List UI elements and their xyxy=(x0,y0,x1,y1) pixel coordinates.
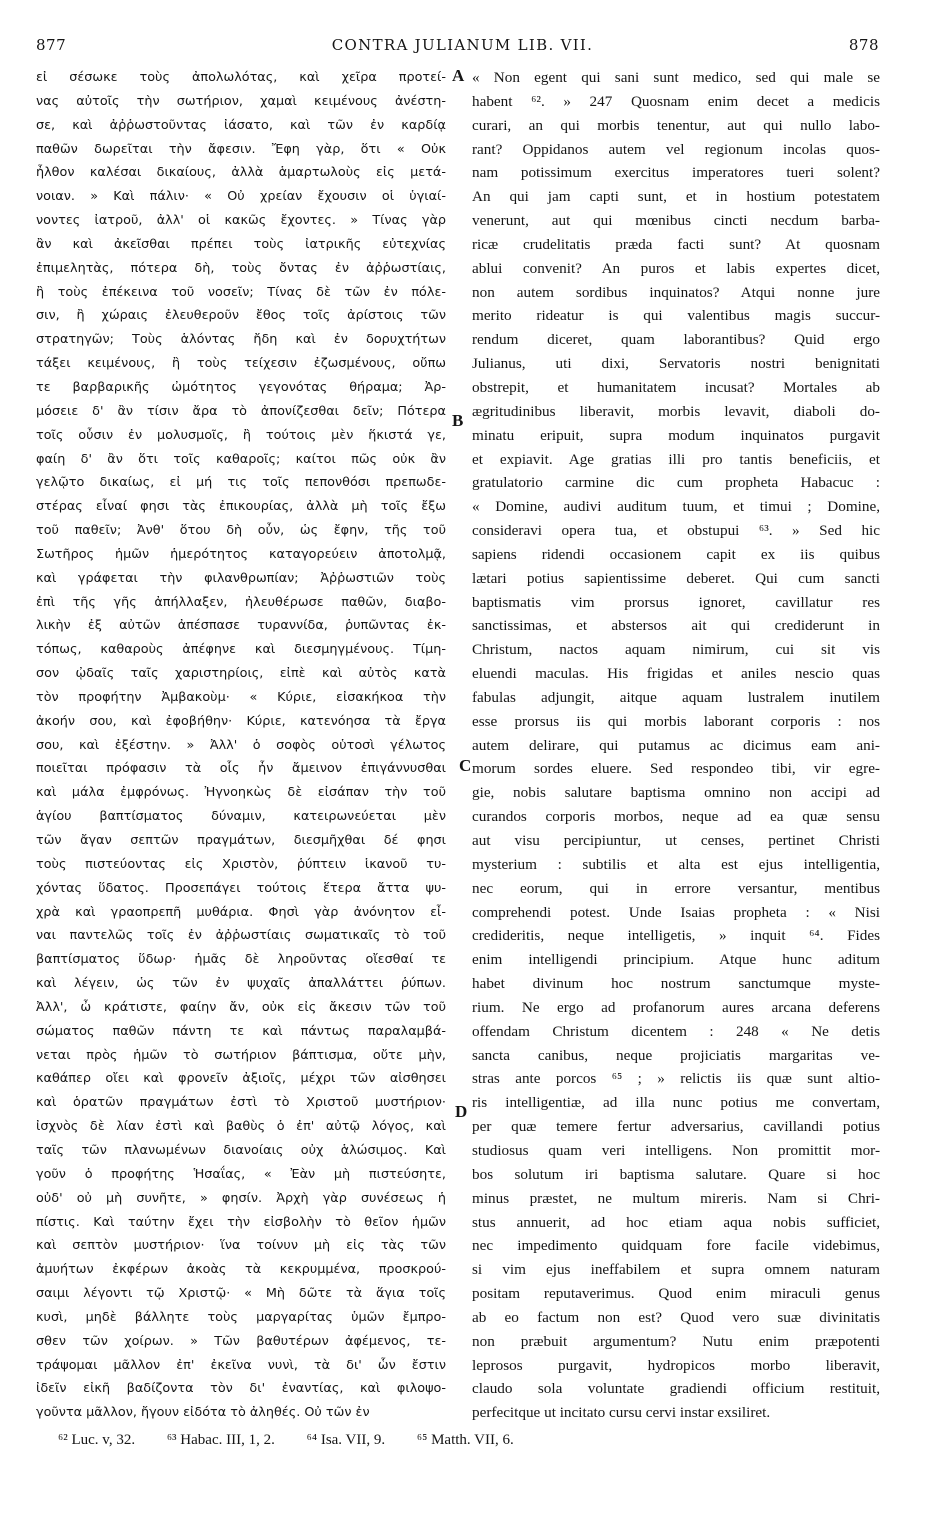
latin-text-line: merito rideatur is qui valentibus magis succur- xyxy=(472,307,880,325)
greek-text-line: καθάπερ οἴει καὶ φρονεῖν ἀξιοῖς, μέχρι τῶν αἰσθησει xyxy=(36,1071,446,1087)
latin-text-line: stras ante porcos ⁶⁵ ; » relictis iis quæ sunt altio- xyxy=(472,1070,880,1088)
greek-text-line: λικὴν ἐξ αὐτῶν ἀπέσπασε τυραννίδα, ῥυπῶντας ἐκ- xyxy=(36,618,446,634)
margin-marker-c: C xyxy=(459,756,472,775)
greek-text-line: νοιαν. » Καὶ πάλιν· « Οὐ χρείαν ἔχουσιν οἱ ὑγιαί- xyxy=(36,189,446,205)
latin-text-line: minatu eripuit, supra modum inquinatos purgavit xyxy=(472,426,880,444)
greek-text-line: σιν, ἢ χώραις ἐλευθεροῦν ἔθος τοῖς ἀρίστοις τῶν xyxy=(36,308,446,324)
greek-text-line: Σωτῆρος ἡμῶν ἡμερότητος καταγορεύειν ἀποτολμᾷ, xyxy=(36,546,446,562)
margin-marker-b: B xyxy=(452,411,464,430)
latin-text-line: bos solutum iri baptisma salutare. Quare si hoc xyxy=(472,1165,880,1183)
left-page-number: 877 xyxy=(36,36,67,54)
latin-text-line: gie, nobis salutare baptisma omnino non accipi ad xyxy=(472,784,880,802)
latin-text-line: studiosus quam veri intelligens. Non promittit mor- xyxy=(472,1141,880,1159)
latin-text-line: perfecitque ut incitato cursu cervi instar exsiliret. xyxy=(472,1404,771,1422)
latin-text-line: morum sordes eluere. Sed respondeo tibi, vir egre- xyxy=(472,760,880,778)
greek-text-line: ἁγίου βαπτίσματος δύναμιν, κατειρωνεύεται μὲν xyxy=(36,809,446,825)
greek-text-line: σαιμι λέγοντι τῷ Χριστῷ· « Μὴ δῶτε τὰ ἅγια τοῖς xyxy=(36,1286,446,1302)
latin-text-line: et expiavit. Age gratias illi pro tantis beneficiis, et xyxy=(472,450,880,468)
latin-text-line: Christum, nactos aquam nimirum, cui sit vis xyxy=(472,641,880,659)
greek-text-line: καὶ σεπτὸν μυστήριον· ἵνα τοίνυν μὴ εἰς τὰς τῶν xyxy=(36,1238,446,1254)
latin-text-line: autem delirare, qui putamus ac dicimus eam ani- xyxy=(472,736,880,754)
latin-text-line: ab eo factum non est? Quod vero suæ divinitatis xyxy=(472,1308,880,1326)
latin-text-line: positam reputaverimus. Quod enim miraculi genus xyxy=(472,1285,880,1303)
greek-text-line: χρὰ καὶ γραοπρεπῆ μυθάρια. Φησὶ γὰρ ἀνόνητον εἶ- xyxy=(36,904,446,920)
greek-text-line: γοῦντα μᾶλλον, ἤγουν εἰδότα τὸ ἀληθές. Οὐ τῶν ἐν xyxy=(36,1405,370,1421)
greek-text-line: σώματος παθῶν πάντη τε καὶ πάντως παραλαμβά- xyxy=(36,1023,446,1039)
greek-text-line: Ἀλλ', ὦ κράτιστε, φαίην ἄν, οὐκ εἰς ἄκεσιν τῶν τοῦ xyxy=(36,999,446,1015)
latin-text-line: curandos corporis morbos, neque ad ea quæ sensu xyxy=(472,808,880,826)
latin-text-line: nec eorum, qui in errore versantur, mentibus xyxy=(472,879,880,897)
greek-text-line: σον ᾠδαῖς ταῖς χαριστηρίοις, εἰπὲ καὶ αὐτὸς κατὰ xyxy=(36,666,446,682)
latin-text-line: An qui jam capti sunt, et in hostium potestatem xyxy=(472,188,880,206)
greek-text-line: σε, καὶ ἀῤῥωστοῦντας ἰάσατο, καὶ τῶν ἐν καρδίᾳ xyxy=(36,117,446,133)
latin-text-line: aut visu percipiuntur, ut censes, pertinet Christi xyxy=(472,832,880,849)
greek-text-line: πίστις. Καὶ ταύτην ἔχει τὴν εἰσβολὴν τὸ θεῖον ἡμῶν xyxy=(36,1214,446,1230)
latin-text-line: curari, an qui morbis tenentur, aut qui nullo labo- xyxy=(472,116,880,134)
greek-text-line: καὶ λέγειν, ὡς τῶν ἐν ψυχαῖς ἀπαλλάττει ῥύπων. xyxy=(36,976,446,992)
right-page-number: 878 xyxy=(848,36,879,54)
greek-text-line: νεται πρὸς ἡμῶν τὸ σωτήριον βάπτισμα, οὔτε μὴν, xyxy=(36,1047,446,1063)
greek-text-line: τόπως, καθαροὺς ἀπέφηνε καὶ διεσμηγμένους. Τίμη- xyxy=(36,642,446,658)
margin-marker-a: A xyxy=(452,66,465,85)
latin-text-line: offendam Christum dicentem : 248 « Ne detis xyxy=(472,1022,880,1040)
latin-text-line: ablui convenit? An puros et labis expertes dicet, xyxy=(472,259,880,277)
greek-text-line: τε βαρβαρικῆς ὠμότητος γεγονότας θήραμα; Ἀρ- xyxy=(36,379,446,395)
footnotes xyxy=(58,1432,888,1449)
latin-text-line: sancta canibus, neque projiciatis margaritas ve- xyxy=(472,1046,880,1064)
greek-text-line: φαίη δ' ἂν ὅτι τοῖς καθαροῖς; καίτοι πῶς οὐκ ἂν xyxy=(36,451,446,467)
footnote: ⁶⁴ Isa. VII, 9. xyxy=(306,1432,386,1448)
greek-text-line: καὶ μάλα ἐμφρόνως. Ἠγνοηκὼς δὲ εἰσάπαν τὴν τοῦ xyxy=(36,785,446,801)
latin-text-line: « Domine, audivi auditum tuum, et timui ; Domine, xyxy=(472,498,880,516)
latin-text-line: enim intelligendi principium. Atque hunc aditum xyxy=(472,951,880,969)
greek-text-column xyxy=(36,66,446,1425)
greek-text-line: εἰ σέσωκε τοὺς ἀπολωλότας, καὶ χεῖρα προτεί- xyxy=(36,70,446,85)
latin-text-line: lætari potius sapientissime deberet. Qui cum sancti xyxy=(472,569,880,587)
greek-text-line: κυσὶ, μηδὲ βάλλητε τοὺς μαργαρίτας ὑμῶν ἔμπρο- xyxy=(36,1309,446,1325)
latin-text-line: gratulatorio carmine dic cum propheta Habacuc : xyxy=(472,474,880,492)
latin-text-line: mysterium : subtilis et alta est ejus intelligentia, xyxy=(472,855,880,873)
latin-text-line: « Non egent qui sani sunt medico, sed qui male se xyxy=(472,69,880,86)
latin-text-line: rium. Ne ergo ad profanorum aures arcana deferens xyxy=(472,998,880,1016)
latin-text-line: Julianus, uti dixi, Servatoris nostri benignitati xyxy=(472,355,880,373)
footnote: ⁶³ Habac. III, 1, 2. xyxy=(166,1432,275,1448)
running-title: CONTRA JULIANUM LIB. VII. xyxy=(331,36,594,54)
greek-text-line: βαπτίσματος ὕδωρ· ἡμᾶς δὲ ληροῦντας οἴεσθαί τε xyxy=(36,952,446,968)
greek-text-line: ἐπὶ τῆς γῆς ἀπήλλαξεν, ἠλευθέρωσε παθῶν, διαβο- xyxy=(36,594,446,610)
greek-text-line: τάξει κειμένους, ἢ τοὺς τείχεσιν ἐζωσμένους, οὔπω xyxy=(36,356,446,372)
greek-text-line: τῶν ἄγαν σεπτῶν πραγμάτων, διεσμῆχθαι δέ φησι xyxy=(36,833,446,848)
latin-text-line: fabulas adjungit, aitque aquam lustralem inutilem xyxy=(472,688,880,706)
latin-text-line: habet divinum hoc nostrum sanctumque myste- xyxy=(472,975,880,993)
greek-text-line: νοντες ἰατροῦ, ἀλλ' οἱ κακῶς ἔχοντες. » Τίνας γὰρ xyxy=(36,213,446,229)
latin-text-line: sanctissimas, et abstersos ait qui crediderunt in xyxy=(472,617,880,635)
greek-text-line: τοῦ παθεῖν; Ἀνθ' ὅτου δὴ οὖν, ὡς ἔφην, τῆς τοῦ xyxy=(36,523,446,539)
greek-text-line: ποιεῖται πρόφασιν τὰ οἷς ἦν ἄμεινον ἐπιγάννυσθαι xyxy=(36,761,446,777)
greek-text-line: ταῖς τῶν πλανωμένων διανοίαις οὐχ ἁλώσιμος. Καὶ xyxy=(36,1142,446,1158)
latin-text-line: obstrepit, et humanitatem incusat? Mortales ab xyxy=(472,378,880,396)
greek-text-line: γοῦν ὁ προφήτης Ἡσαΐας, « Ἐὰν μὴ πιστεύσητε, xyxy=(36,1166,446,1182)
greek-text-line: ἐπιμελητὰς, πότερα δὴ, τοὺς ὄντας ἐν ἀῤῥωστίαις, xyxy=(36,260,446,276)
latin-text-line: credideritis, neque intelligetis, » inquit ⁶⁴. Fides xyxy=(472,927,880,945)
page-header xyxy=(0,36,925,58)
greek-text-line: τοὺς πιστεύοντας εἰς Χριστὸν, ῥύπτειν ἱκανοῦ τυ- xyxy=(36,856,446,872)
footnote: ⁶² Luc. v, 32. xyxy=(58,1432,136,1448)
latin-text-line: venerunt, aut qui mœnibus cincti necdum barba- xyxy=(472,212,880,230)
greek-text-line: καὶ γράφεται τὴν φιλανθρωπίαν; Ἀῤῥωστιῶν τοὺς xyxy=(36,570,446,586)
latin-text-line: baptismatis vim prorsus ignoret, cavillatur res xyxy=(472,593,880,611)
greek-text-line: στέρας εἶναί φησι τὰς ἐπικουρίας, ἀλλὰ μὴ τοῖς ἔξω xyxy=(36,499,446,515)
greek-text-line: σου, καὶ ἐξέστην. » Ἀλλ' ὁ σοφὸς οὑτοσὶ γέλωτος xyxy=(36,737,446,753)
latin-text-line: comprehendi potest. Unde Isaias propheta : « Nisi xyxy=(472,903,880,921)
latin-text-line: nec impedimento quidquam fore facile videbimus, xyxy=(472,1237,880,1255)
latin-text-line: stus annuerit, ad hoc etiam aqua nobis sufficiet, xyxy=(472,1213,880,1231)
margin-marker-d: D xyxy=(455,1102,468,1121)
latin-text-line: nam potissimum exercitus imperatores tueri solent? xyxy=(472,164,880,182)
greek-text-line: στρατηγῶν; Τοὺς ἁλόντας ἤδη καὶ ἐν δορυχτήτων xyxy=(36,332,446,348)
latin-text-line: rendum diceret, quam laborantibus? Quid ergo xyxy=(472,331,880,349)
greek-text-line: γελῷτο δικαίως, εἰ μή τις τοῖς πεπονθόσι πρεπωδε- xyxy=(36,475,446,491)
greek-text-line: τοῖς οὖσιν ἐν μολυσμοῖς, ἢ τούτοις μὲν ἥκιστά γε, xyxy=(36,427,446,443)
latin-text-line: ricæ crudelitatis præda facti sunt? At quosnam xyxy=(472,235,880,253)
greek-text-line: ναι παντελῶς τοῖς ἐν ἀῤῥωστίαις σωματικαῖς τὸ τοῦ xyxy=(36,928,446,944)
latin-text-line: claudo sola voluntate gradiendi officium restituit, xyxy=(472,1380,880,1398)
greek-text-line: ἀμυήτων ἐκφέρων ἀκοὰς τὰ κεκρυμμένα, προσκρού- xyxy=(36,1262,446,1278)
greek-text-line: καὶ ὁρατῶν πραγμάτων ἐστὶ τὸ Χριστοῦ μυστήριον· xyxy=(36,1095,446,1111)
latin-text-line: si vim ejus ineffabilem et supra omnem naturam xyxy=(472,1261,880,1279)
latin-text-line: ægritudinibus liberavit, morbis levavit, diaboli do- xyxy=(472,402,880,420)
greek-text-line: παθῶν δωρεῖται τὴν ἄφεσιν. Ἔφη γὰρ, ὅτι « Οὐκ xyxy=(36,141,446,157)
greek-text-line: τὸν προφήτην Ἀμβακοὺμ· « Κύριε, εἰσακήκοα τὴν xyxy=(36,689,446,705)
greek-text-line: ἰσχνὸς δὲ λίαν ἐστὶ καὶ βαθὺς ὁ ἐπ' αὐτῷ λόγος, καὶ xyxy=(36,1119,446,1135)
latin-text-line: ris intelligentiæ, ad illa nunc potius me convertam, xyxy=(472,1094,880,1112)
greek-text-line: νας αὐτοῖς τὴν σωτήριον, χαμαὶ κειμένους ἀνέστη- xyxy=(36,93,446,109)
latin-text-line: rant? Oppidanos autem vel regionum incolas quos- xyxy=(472,140,880,158)
greek-text-line: μόσειε δ' ἂν τίσιν ἄρα τὸ ἀπονίζεσθαι δεῖν; Πότερα xyxy=(36,403,446,419)
greek-text-line: τράψομαι μᾶλλον ἐπ' ἐκεῖνα νυνὶ, τὰ δι' ὧν ἔστιν xyxy=(36,1357,446,1373)
latin-text-line: non præbuit argumentum? Nutu enim præpotenti xyxy=(472,1332,880,1350)
greek-text-line: ἦλθον καλέσαι δικαίους, ἀλλὰ ἁμαρτωλοὺς εἰς μετά- xyxy=(36,165,446,181)
latin-text-line: leprosos purgavit, hydropicos morbo liberavit, xyxy=(472,1356,880,1374)
latin-text-line: eluendi maculas. His frigidas et aniles nescio quas xyxy=(472,665,880,683)
greek-text-line: χόντας ὕδατος. Προσεπάγει τούτοις ἕτερα ἄττα ψυ- xyxy=(36,880,446,896)
latin-text-line: non autem sordibus inquinatos? Atqui nonne jure xyxy=(472,283,880,301)
latin-text-line: esse prorsus iis qui morbis laborant corporis : nos xyxy=(472,712,880,730)
latin-text-line: sapiens ridendi occasionem capit ex iis quibus xyxy=(472,545,880,563)
latin-text-line: consideravi opera tua, et obstupui ⁶³. » Sed hic xyxy=(472,522,880,540)
latin-text-line: per quæ temere fertur adversarius, cavillandi potius xyxy=(472,1118,880,1136)
greek-text-line: ἂν καὶ ἀκεῖσθαι πρέπει τοὺς ἰατρικῆς εὐτεχνίας xyxy=(36,236,446,252)
latin-text-line: minus præstet, ne multum mireris. Nam si Chri- xyxy=(472,1189,880,1207)
latin-text-line: habent ⁶². » 247 Quosnam enim decet a medicis xyxy=(472,92,880,110)
greek-text-line: ἢ τοὺς ἐπέκεινα τοῦ νοσεῖν; Τίνας δὲ τῶν ἐν πόλε- xyxy=(36,284,446,300)
greek-text-line: οὐδ' οὐ μὴ συνῆτε, » φησίν. Ἀρχὴ γὰρ συνέσεως ἡ xyxy=(36,1190,446,1206)
footnote: ⁶⁵ Matth. VII, 6. xyxy=(416,1432,514,1448)
greek-text-line: σθεν τῶν χοίρων. » Τῶν βαθυτέρων ἀφέμενος, τε- xyxy=(36,1333,446,1349)
greek-text-line: ἰδεῖν εἰκῆ βαδίζοντα τὸν δι' ἐναντίας, καὶ φιλοψο- xyxy=(36,1381,446,1397)
greek-text-line: ἀκοήν σου, καὶ ἐφοβήθην· Κύριε, κατενόησα τὰ ἔργα xyxy=(36,713,446,729)
latin-text-column xyxy=(472,66,880,1425)
